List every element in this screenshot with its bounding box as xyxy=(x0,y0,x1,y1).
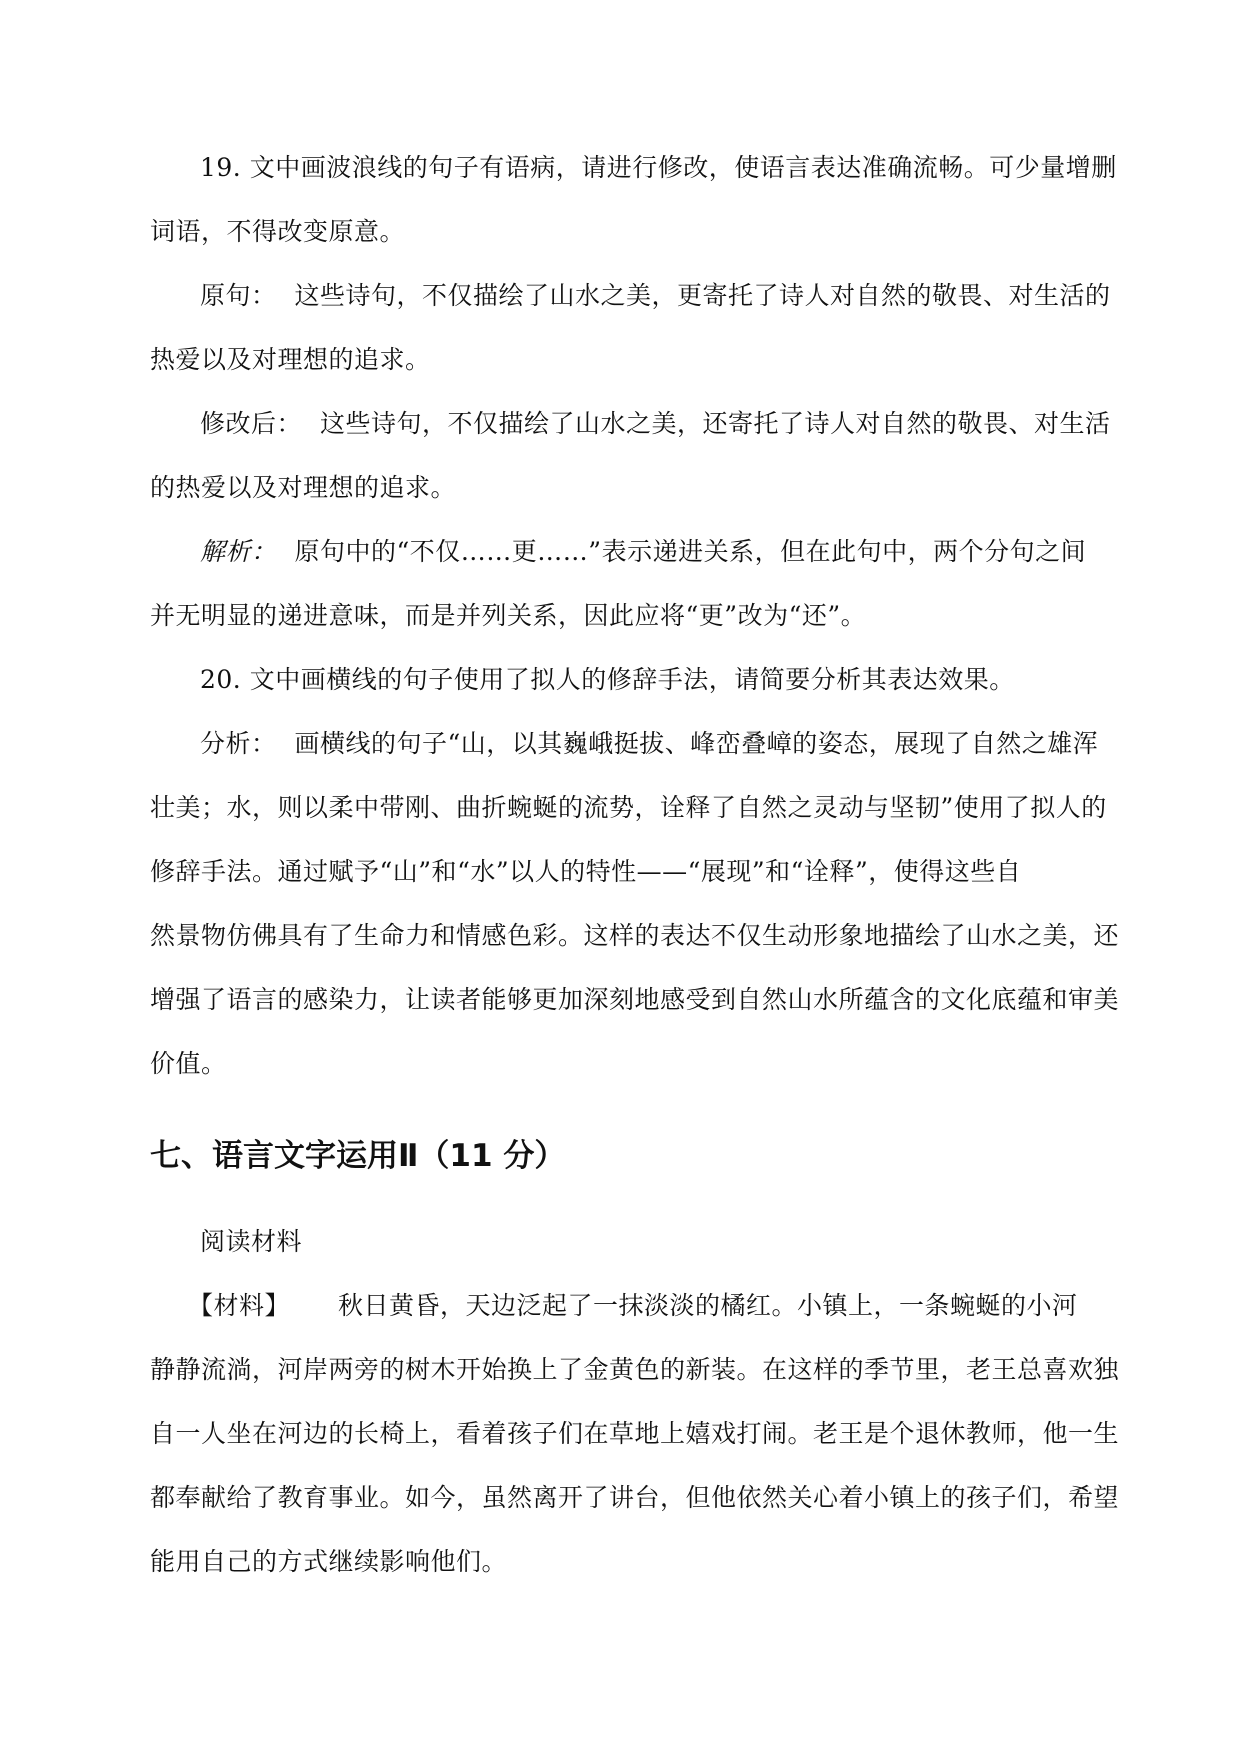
material-label: 【材料】 xyxy=(188,1291,291,1320)
analysis-label: 分析： xyxy=(200,729,277,758)
q19-prompt-line-1: 19. 文中画波浪线的句子有语病，请进行修改，使语言表达准确流畅。可少量增删 xyxy=(200,153,1117,182)
material-line-1 xyxy=(188,1288,1090,1324)
material-line-2: 静静流淌，河岸两旁的树木开始换上了金黄色的新装。在这样的季节里，老王总喜欢独 xyxy=(150,1355,1120,1384)
material-line-5: 能用自己的方式继续影响他们。 xyxy=(150,1547,508,1576)
original-label: 原句： xyxy=(200,281,277,310)
section-heading: 七、语言文字运用Ⅱ（11 分） xyxy=(150,1138,566,1174)
q20-analysis-line-5: 增强了语言的感染力，让读者能够更加深刻地感受到自然山水所蕴含的文化底蕴和审美 xyxy=(150,985,1120,1014)
explanation-label: 解析： xyxy=(200,537,277,566)
analysis-text: 画横线的句子“山，以其巍峨挺拔、峰峦叠嶂的姿态，展现了自然之雄浑 xyxy=(294,729,1099,758)
q20-analysis-line-4: 然景物仿佛具有了生命力和情感色彩。这样的表达不仅生动形象地描绘了山水之美，还 xyxy=(150,921,1120,950)
revised-label: 修改后： xyxy=(200,409,303,438)
read-material-label: 阅读材料 xyxy=(200,1227,303,1256)
original-text: 这些诗句，不仅描绘了山水之美，更寄托了诗人对自然的敬畏、对生活的 xyxy=(294,281,1111,310)
q20-analysis-line-3: 修辞手法。通过赋予“山”和“水”以人的特性——“展现”和“诠释”，使得这些自 xyxy=(150,857,1022,886)
material-line-4: 都奉献给了教育事业。如今，虽然离开了讲台，但他依然关心着小镇上的孩子们，希望 xyxy=(150,1483,1120,1512)
q19-revised-line-2: 的热爱以及对理想的追求。 xyxy=(150,473,457,502)
q19-explanation-line-2: 并无明显的递进意味，而是并列关系，因此应将“更”改为“还”。 xyxy=(150,601,867,630)
revised-text: 这些诗句，不仅描绘了山水之美，还寄托了诗人对自然的敬畏、对生活 xyxy=(320,409,1111,438)
q19-original-line-1 xyxy=(200,278,1111,314)
q19-prompt-line-2: 词语，不得改变原意。 xyxy=(150,217,406,246)
material-text: 秋日黄昏，天边泛起了一抹淡淡的橘红。小镇上，一条蜿蜒的小河 xyxy=(338,1291,1078,1320)
q19-revised-line-1 xyxy=(200,406,1111,442)
q20-prompt: 20. 文中画横线的句子使用了拟人的修辞手法，请简要分析其表达效果。 xyxy=(200,665,1015,694)
q20-analysis-line-1 xyxy=(200,726,1099,762)
q20-analysis-line-2: 壮美；水，则以柔中带刚、曲折蜿蜒的流势，诠释了自然之灵动与坚韧”使用了拟人的 xyxy=(150,793,1107,822)
q20-analysis-line-6: 价值。 xyxy=(150,1049,227,1078)
explanation-text: 原句中的“不仅……更……”表示递进关系，但在此句中，两个分句之间 xyxy=(294,537,1087,566)
material-line-3: 自一人坐在河边的长椅上，看着孩子们在草地上嬉戏打闹。老王是个退休教师，他一生 xyxy=(150,1419,1120,1448)
q19-explanation-line-1 xyxy=(200,534,1090,570)
q19-original-line-2: 热爱以及对理想的追求。 xyxy=(150,345,431,374)
